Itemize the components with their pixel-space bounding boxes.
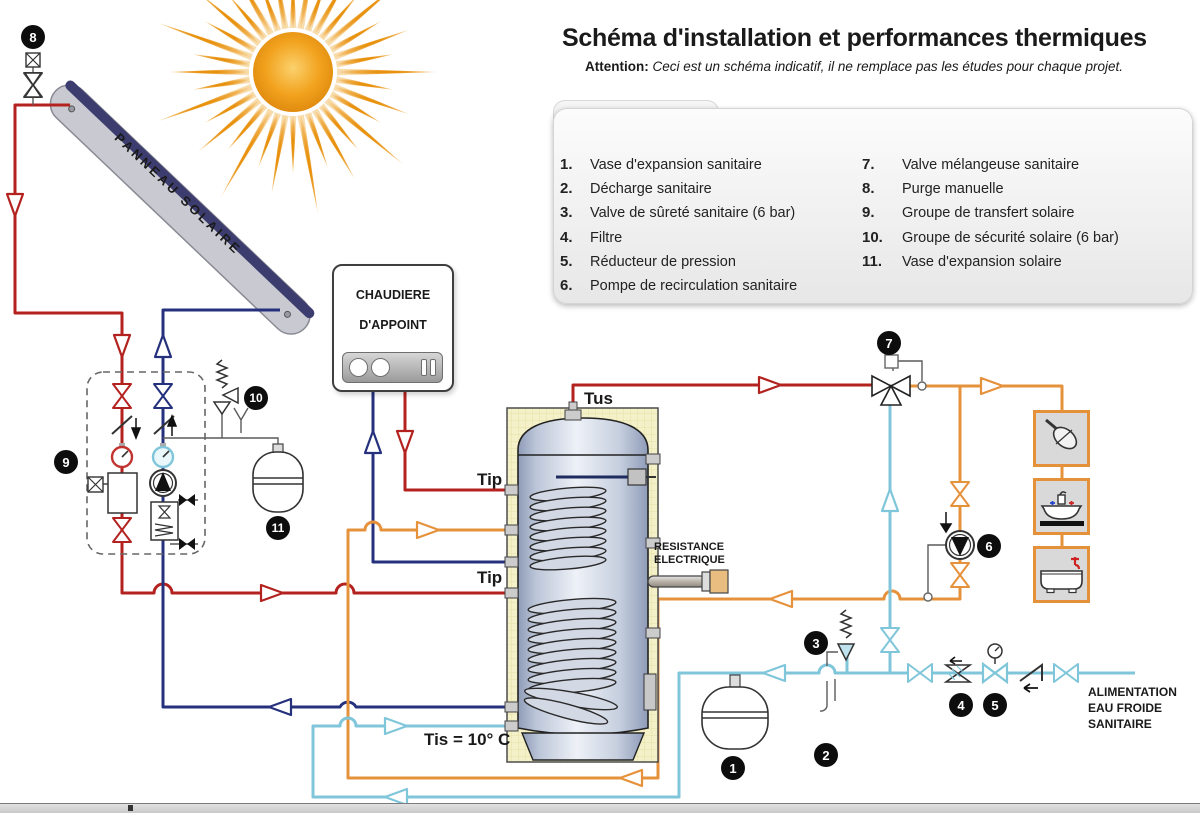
heater-label-line1: RESISTANCE [654, 541, 725, 553]
page-title: Schéma d'installation et performances thermiques [562, 24, 1147, 52]
legend-item-label: Purge manuelle [902, 181, 1004, 198]
tis-label: Tis = 10° C [424, 730, 511, 749]
legend-item [560, 277, 862, 301]
page-subtitle [585, 59, 1123, 74]
legend-item-number: 9. [862, 204, 875, 222]
diagram-badge-9: 9 [54, 450, 78, 474]
cold-feed-label [1088, 684, 1177, 732]
diagram-badge-3: 3 [804, 631, 828, 655]
legend-item [862, 180, 1186, 204]
legend-item [560, 180, 862, 204]
sink-icon [1036, 481, 1087, 532]
bathtub-fixture [1033, 546, 1090, 603]
boiler-label-line2: D'APPOINT [359, 318, 427, 332]
solar-panel-label: PANNEAU SOLAIRE [111, 130, 245, 258]
legend-item-number: 11. [862, 252, 883, 270]
legend-item-label: Pompe de recirculation sanitaire [590, 277, 798, 294]
diagram-badge-4: 4 [949, 693, 973, 717]
boiler-knob[interactable] [371, 358, 390, 377]
legend-item-number: 2. [560, 180, 573, 198]
legend-item [560, 204, 862, 228]
diagram-badge-5: 5 [983, 693, 1007, 717]
legend-item-number: 1. [560, 156, 573, 173]
legend-item-number: 6. [560, 276, 573, 294]
diagram-badge-8: 8 [21, 25, 45, 49]
legend-column-right [862, 156, 1186, 301]
legend-item-number: 4. [560, 228, 573, 246]
legend-item [862, 229, 1186, 253]
boiler-indicator [421, 359, 427, 376]
legend-item-number: 3. [560, 204, 573, 222]
bathtub-icon [1036, 549, 1087, 600]
shower-fixture [1033, 410, 1090, 467]
cold-feed-line3: SANITAIRE [1088, 717, 1152, 731]
legend-item [862, 156, 1186, 180]
legend-item-number: 10. [862, 228, 883, 246]
diagram-badge-6: 6 [977, 534, 1001, 558]
legend-item-label: Valve mélangeuse sanitaire [902, 157, 1080, 173]
diagram-badge-11: 11 [266, 516, 290, 540]
legend-column-left [560, 156, 862, 301]
legend-item [560, 156, 862, 180]
heater-label-line2: ELECTRIQUE [654, 554, 725, 566]
legend-item-label: Valve de sûreté sanitaire (6 bar) [590, 205, 796, 222]
backup-boiler [332, 264, 454, 392]
legend-item-label: Groupe de sécurité solaire (6 bar) [902, 229, 1119, 246]
legend-item [862, 204, 1186, 228]
legend-item [560, 253, 862, 277]
boiler-indicator [430, 359, 436, 376]
boiler-control-strip [342, 352, 443, 383]
legend-item-label: Filtre [590, 229, 623, 246]
cold-feed-line1: ALIMENTATION [1088, 685, 1177, 699]
boiler-knob[interactable] [349, 358, 368, 377]
legend-panel [553, 108, 1193, 304]
tip-upper-label: Tip [477, 470, 503, 489]
tip-lower-label: Tip [477, 568, 503, 587]
legend-item-label: Décharge sanitaire [590, 181, 712, 198]
legend-item [862, 253, 1186, 277]
bottom-bar-tick [128, 805, 133, 811]
attention-text: Ceci est un schéma indicatif, il ne remplace pas les études pour chaque projet. [648, 59, 1123, 74]
legend-item-number: 5. [560, 252, 573, 270]
heater-label [654, 541, 725, 567]
diagram-badge-10: 10 [244, 386, 268, 410]
legend-item-label: Vase d'expansion solaire [902, 253, 1062, 270]
legend-item [560, 229, 862, 253]
legend-item-number: 8. [862, 180, 875, 198]
cold-feed-line2: EAU FROIDE [1088, 701, 1163, 715]
legend-item-label: Groupe de transfert solaire [902, 205, 1075, 222]
legend-item-number: 7. [862, 156, 875, 173]
diagram-badge-1: 1 [721, 756, 745, 780]
legend-item-label: Vase d'expansion sanitaire [590, 157, 762, 173]
legend-item-label: Réducteur de pression [590, 253, 736, 270]
attention-label: Attention: [585, 59, 649, 74]
diagram-badge-7: 7 [877, 331, 901, 355]
shower-icon [1036, 413, 1087, 464]
tus-label: Tus [584, 389, 613, 408]
boiler-label-line1: CHAUDIERE [355, 288, 431, 302]
diagram-badge-2: 2 [814, 743, 838, 767]
sink-fixture [1033, 478, 1090, 535]
